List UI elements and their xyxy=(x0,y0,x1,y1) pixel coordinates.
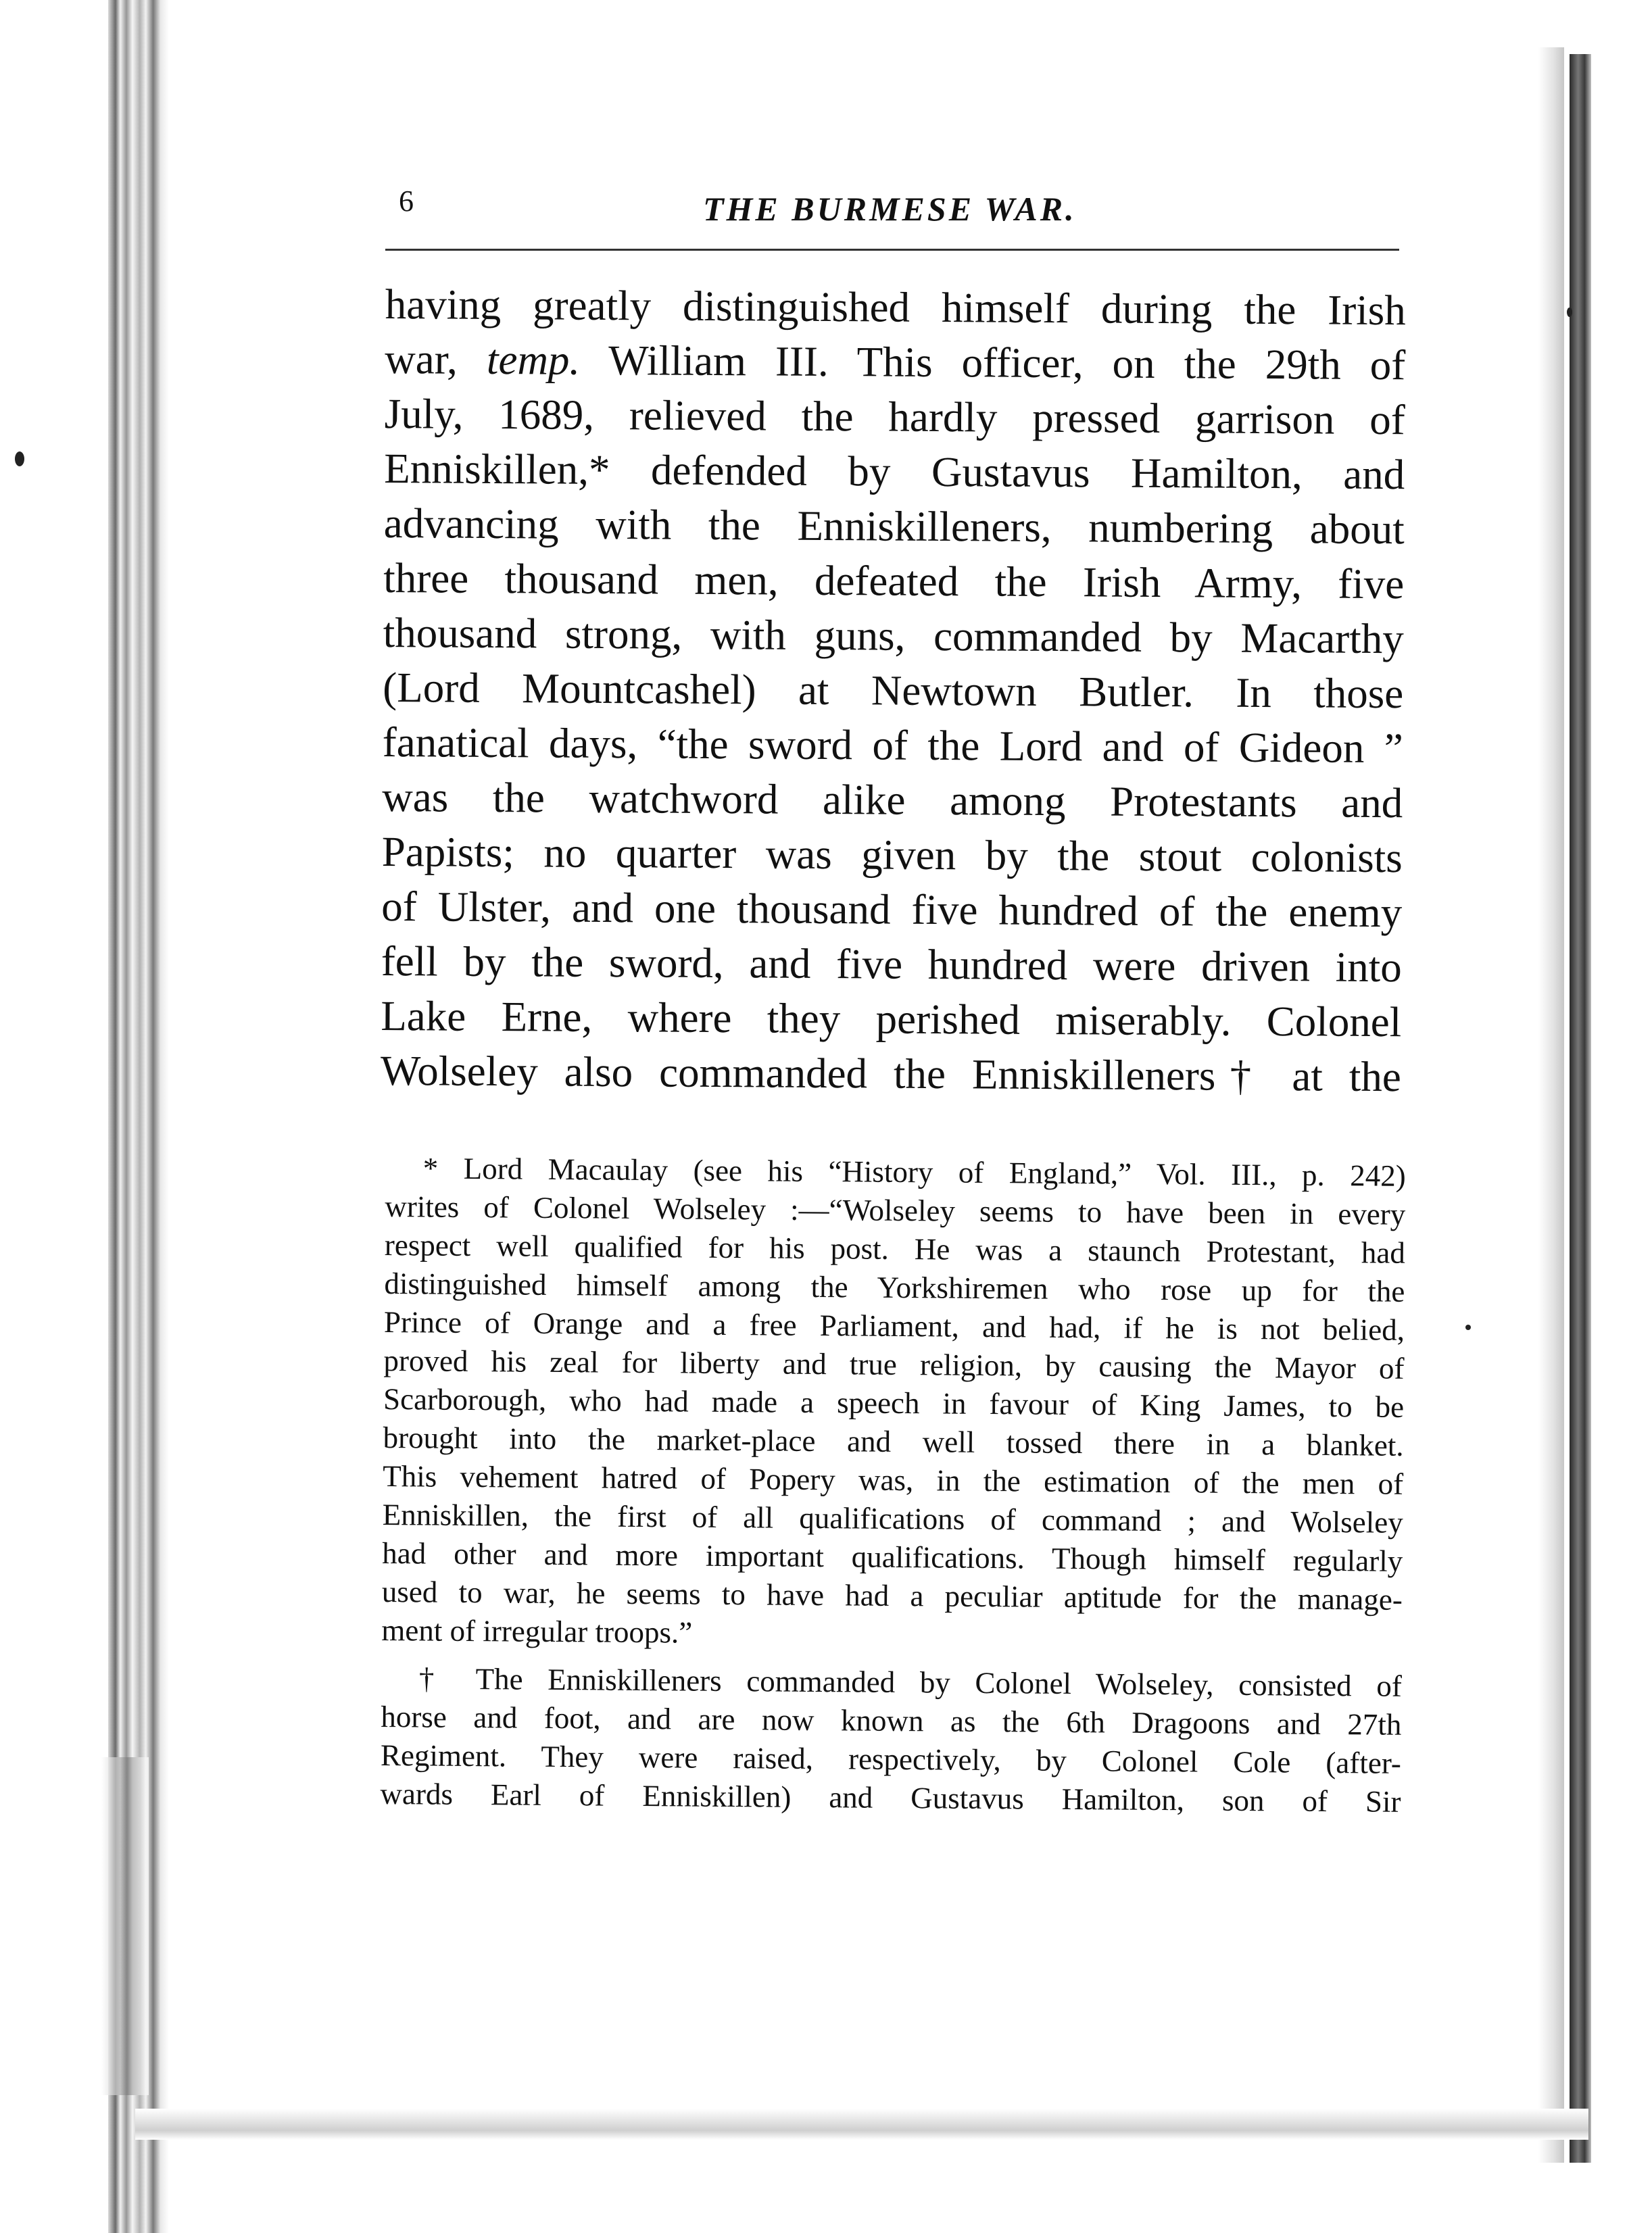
scan-speck xyxy=(1567,308,1572,317)
text-line: Lake Erne, where they perished miserably. Colonel xyxy=(381,991,1402,1046)
header-rule xyxy=(385,249,1399,251)
running-title: THE BURMESE WAR. xyxy=(703,190,1077,228)
footnotes xyxy=(380,1149,1406,1821)
text-line: (Lord Mountcashel) at Newtown Butler. In those xyxy=(383,663,1404,718)
footnote-line: used to war, he seems to have had a peculiar aptitude for the manage- xyxy=(381,1574,1403,1617)
footnote-line: * Lord Macaulay (see his “History of England,” Vol. III., p. 242) xyxy=(422,1151,1406,1193)
footnote-line: wards Earl of Enniskillen) and Gustavus Hamilton, son of Sir xyxy=(380,1776,1401,1819)
text-line: advancing with the Enniskilleners, numbering about xyxy=(383,499,1405,554)
footnote-line: Prince of Orange and a free Parliament, and had, if he is not belied, xyxy=(383,1304,1405,1347)
text-line: fanatical days, “the sword of the Lord and of Gideon ” xyxy=(382,718,1403,772)
footnote-line: Enniskillen, the first of all qualifications of command ; and Wolseley xyxy=(382,1497,1403,1540)
footnote-line: This vehement hatred of Popery was, in the estimation of the men of xyxy=(383,1458,1404,1501)
footnote-line: horse and foot, and are now known as the 6th Dragoons and 27th xyxy=(381,1699,1402,1742)
running-head xyxy=(385,169,1406,250)
text-line xyxy=(385,332,1405,393)
text-line: Wolseley also commanded the Enniskilleners† at the xyxy=(380,1046,1402,1101)
text-line: of Ulster, and one thousand five hundred of the enemy xyxy=(381,882,1403,937)
scan-speck xyxy=(1465,1325,1471,1330)
scan-right-border xyxy=(1570,54,1591,2163)
footnote-line: respect well qualified for his post. He was a staunch Protestant, had xyxy=(384,1227,1406,1270)
text-line: was the watchword alike among Protestants and xyxy=(382,772,1403,827)
text-line: having greatly distinguished himself during the Irish xyxy=(385,280,1406,335)
text-line: thousand strong, with guns, commanded by Macarthy xyxy=(383,608,1404,663)
scan-left-edge-shadow xyxy=(101,1757,149,2095)
scan-bottom-edge xyxy=(135,2109,1588,2140)
footnote-line: had other and more important qualifications. Though himself regularly xyxy=(382,1536,1403,1578)
text-fragment: war, xyxy=(385,335,487,383)
footnote-line: Regiment. They were raised, respectively, by Colonel Cole (after- xyxy=(380,1738,1402,1780)
text-fragment: William III. This officer, on the 29th of xyxy=(579,336,1406,389)
page-number: 6 xyxy=(399,185,414,218)
footnote-line: Scarborough, who had made a speech in favour of King James, to be xyxy=(383,1381,1405,1424)
text-line: July, 1689, relieved the hardly pressed garrison of xyxy=(384,389,1405,444)
text-line: three thousand men, defeated the Irish Army, five xyxy=(383,554,1405,608)
footnote-line: ment of irregular troops.” xyxy=(381,1613,693,1650)
text-line: fell by the sword, and five hundred were driven into xyxy=(381,937,1403,991)
text-fragment-italic: temp. xyxy=(486,335,581,384)
footnote-line: brought into the market-place and well tossed there in a blanket. xyxy=(383,1420,1404,1463)
scan-speck xyxy=(15,451,24,466)
footnote-enniskilleners xyxy=(380,1659,1402,1821)
text-line: Papists; no quarter was given by the stout colonists xyxy=(381,827,1403,882)
footnote-macaulay xyxy=(381,1149,1406,1658)
book-page xyxy=(380,169,1406,1823)
text-line: Enniskillen,* defended by Gustavus Hamilton, and xyxy=(384,444,1405,499)
scan-right-page-edge xyxy=(1538,47,1564,2163)
footnote-line: † The Enniskilleners commanded by Colonel Wolseley, consisted of xyxy=(418,1661,1402,1703)
main-text xyxy=(381,277,1406,1104)
footnote-line: writes of Colonel Wolseley :—“Wolseley seems to have been in every xyxy=(385,1189,1406,1231)
footnote-line: proved his zeal for liberty and true religion, by causing the Mayor of xyxy=(383,1343,1405,1385)
footnote-line: distinguished himself among the Yorkshiremen who rose up for the xyxy=(384,1266,1405,1308)
